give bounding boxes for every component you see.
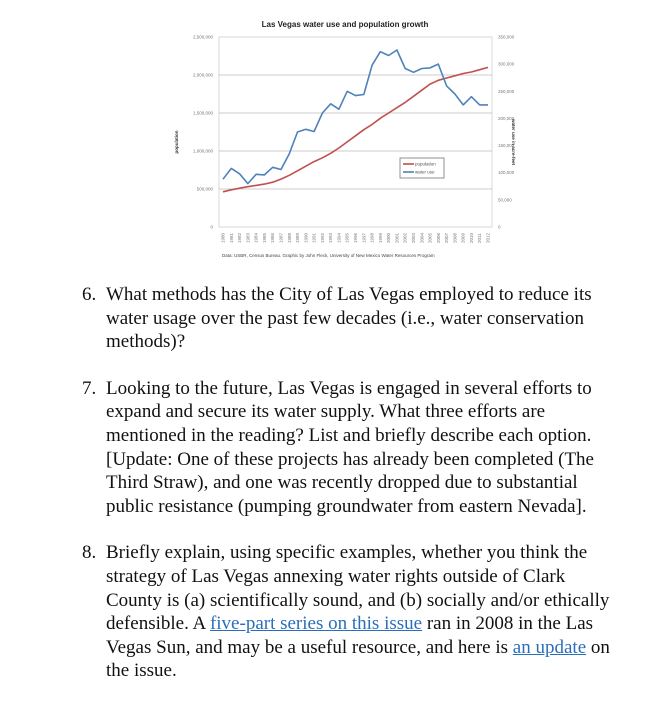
chart-gridlines — [219, 37, 492, 227]
x-tick-label: 2004 — [419, 232, 425, 243]
x-tick-label: 1991 — [311, 232, 317, 243]
chart-legend — [400, 158, 444, 178]
question-list — [82, 283, 622, 706]
five-part-series-link[interactable]: five-part series on this issue — [209, 613, 423, 635]
x-axis-ticks — [221, 232, 491, 243]
question-7 — [82, 377, 622, 519]
x-tick-label: 1980 — [220, 232, 226, 243]
chart-source-note: Data: USBR, Census Bureau. Graphic by John Fleck, University of New Mexico Water Resources Program — [222, 253, 435, 258]
x-tick-label: 1989 — [295, 232, 301, 243]
x-tick-label: 1987 — [278, 232, 284, 243]
question-text-part: ran in 2008 in the Las Vegas Sun, and may be a useful resource, and here is — [106, 613, 594, 658]
x-tick-label: 1999 — [377, 232, 383, 243]
water-population-chart — [160, 10, 530, 275]
question-number: 8. — [82, 542, 97, 564]
right-tick-label: 250,000 — [498, 88, 515, 94]
x-tick-label: 1995 — [344, 232, 350, 243]
question-text: What methods has the City of Las Vegas employed to reduce its water usage over the past few decades (i.e., water conservation methods)? — [106, 284, 592, 353]
chart-series — [223, 50, 488, 192]
right-tick-label: 200,000 — [498, 115, 515, 121]
left-axis-ticks — [193, 35, 214, 230]
x-tick-label: 2006 — [435, 232, 441, 243]
question-8 — [82, 541, 622, 683]
right-tick-label: 150,000 — [498, 143, 515, 149]
left-tick-label: 1,000,000 — [192, 148, 213, 154]
right-tick-label: 0 — [498, 224, 501, 230]
legend-label: water use — [415, 169, 435, 175]
x-tick-label: 1996 — [353, 232, 358, 243]
left-tick-label: 2,000,000 — [192, 72, 213, 78]
x-tick-label: 2002 — [402, 232, 408, 243]
x-tick-label: 1993 — [328, 232, 334, 243]
x-tick-label: 1985 — [261, 232, 267, 243]
x-tick-label: 1981 — [228, 232, 234, 243]
x-tick-label: 2008 — [452, 232, 458, 243]
population-line — [223, 67, 488, 191]
x-tick-label: 2009 — [460, 232, 466, 243]
x-tick-label: 1988 — [286, 232, 292, 243]
left-tick-label: 1,500,000 — [192, 110, 213, 116]
x-tick-label: 2011 — [477, 233, 483, 243]
question-number: 6. — [82, 284, 97, 305]
x-tick-label: 1997 — [361, 232, 367, 243]
plot-frame — [219, 37, 492, 227]
legend-label: population — [415, 161, 436, 167]
right-axis-label: water use in acre-feet — [511, 118, 516, 166]
question-6 — [82, 283, 622, 354]
question-text — [106, 541, 622, 683]
x-tick-label: 2010 — [468, 232, 474, 243]
x-tick-label: 2005 — [427, 232, 433, 243]
right-tick-label: 50,000 — [498, 197, 512, 203]
x-tick-label: 2003 — [410, 232, 416, 243]
left-tick-label: 0 — [210, 224, 213, 230]
x-tick-label: 1984 — [253, 232, 259, 243]
question-number: 7. — [82, 377, 97, 399]
x-tick-label: 2001 — [394, 232, 400, 243]
left-axis-label: population — [174, 130, 179, 154]
x-tick-label: 1986 — [270, 232, 276, 243]
x-tick-label: 1994 — [336, 232, 342, 243]
x-tick-label: 2012 — [485, 232, 491, 243]
question-text: Looking to the future, Las Vegas is engaged in several efforts to expand and secure its water supply. What three efforts are mentioned in the reading? List and briefly describe each option. [Update: One of these projects has already been completed (The Third Straw), and one was recently dropped due to substantial public resistance (pumping groundwater from eastern Nevada]. — [106, 377, 594, 517]
left-tick-label: 2,500,000 — [192, 34, 213, 40]
chart-canvas — [160, 10, 530, 275]
chart-title: Las Vegas water use and population growth — [261, 20, 429, 29]
right-tick-label: 350,000 — [498, 34, 515, 40]
right-tick-label: 300,000 — [498, 61, 515, 67]
update-link[interactable]: an update — [512, 636, 587, 658]
x-tick-label: 1982 — [237, 232, 243, 243]
x-tick-label: 1992 — [319, 232, 325, 243]
water-use-line — [223, 50, 488, 184]
x-tick-label: 1998 — [369, 232, 375, 243]
question-text-part: Briefly explain, using specific examples, whether you think the strategy of Las Vegas annexing water rights outside of Clark County is (a) scientifically sound, and (b) socially and/or ethically defensible. A — [106, 542, 610, 635]
right-tick-label: 100,000 — [498, 170, 515, 176]
x-tick-label: 2007 — [444, 232, 450, 243]
x-tick-label: 1983 — [245, 232, 251, 243]
x-tick-label: 2000 — [386, 232, 392, 243]
left-tick-label: 500,000 — [196, 186, 213, 192]
x-tick-label: 1990 — [303, 232, 309, 243]
question-text-part: on the issue. — [106, 636, 610, 682]
